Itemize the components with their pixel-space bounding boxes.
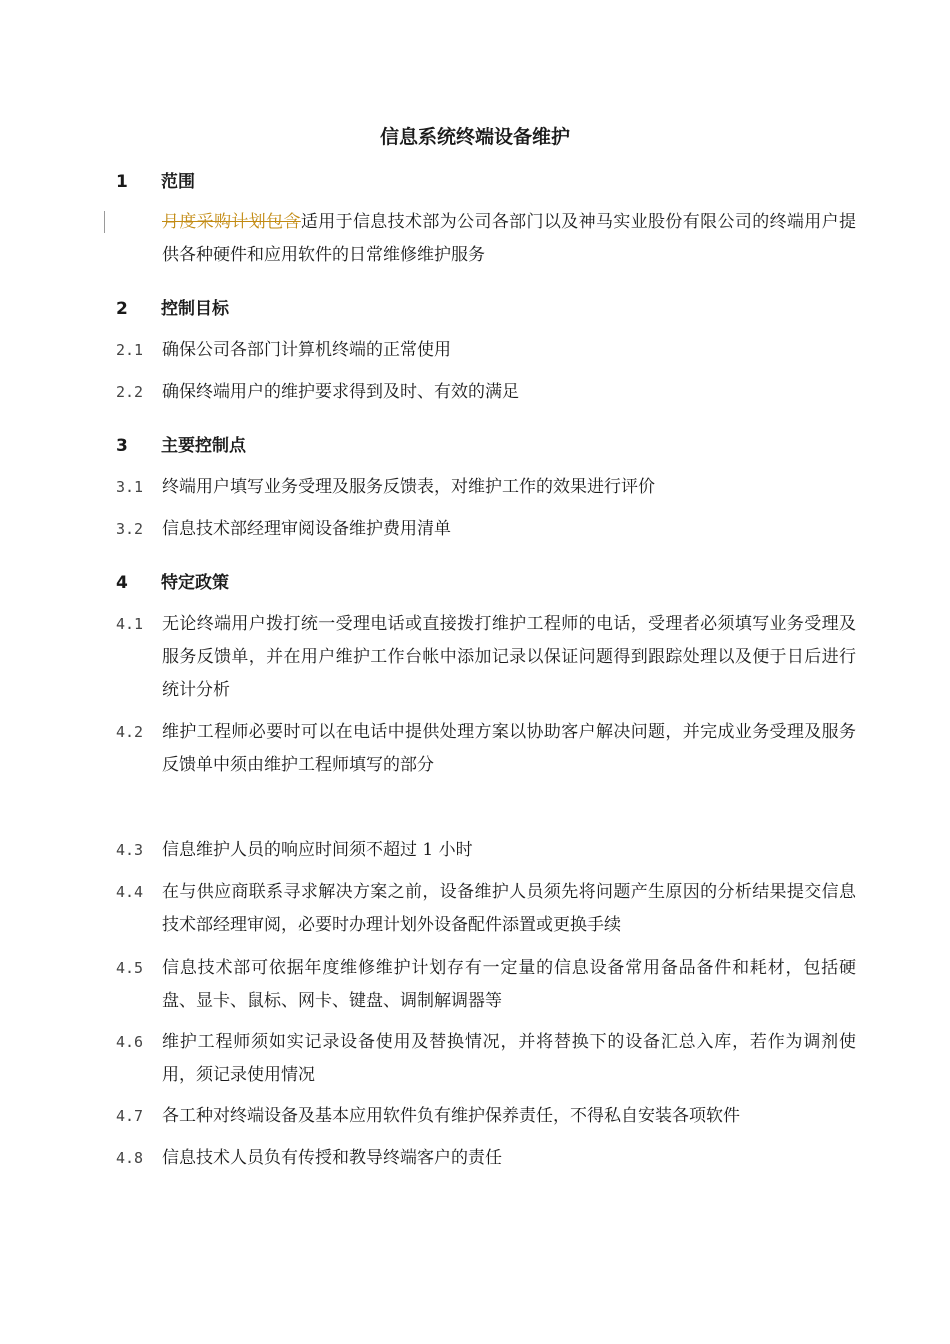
item-number: 3.2 (116, 520, 144, 538)
section-number: 1 (116, 172, 128, 192)
revision-change-bar (104, 211, 105, 233)
list-item (116, 376, 856, 409)
item-number: 4.8 (116, 1149, 144, 1167)
deleted-text: 月度采购计划包含 (162, 212, 301, 232)
item-number: 2.2 (116, 383, 144, 401)
paragraph-text: 适用于信息技术部为公司各部门以及神马实业股份有限公司的终端用户提供各种硬件和应用软件的日常维修维护服务 (162, 212, 857, 265)
section-1-heading (116, 169, 195, 195)
item-number: 4.2 (116, 723, 144, 741)
section-number: 2 (116, 299, 128, 319)
section-4-heading (116, 570, 229, 596)
list-item (116, 1142, 856, 1175)
section-3-heading (116, 433, 246, 459)
item-text: 无论终端用户拨打统一受理电话或直接拨打维护工程师的电话，受理者必须填写业务受理及服务反馈单，并在用户维护工作台帐中添加记录以保证问题得到跟踪处理以及便于日后进行统计分析 (162, 614, 856, 700)
section-title: 范围 (161, 172, 195, 192)
section-number: 3 (116, 436, 128, 456)
item-text: 维护工程师须如实记录设备使用及替换情况，并将替换下的设备汇总入库，若作为调剂使用，须记录使用情况 (162, 1032, 856, 1085)
item-text: 信息技术部经理审阅设备维护费用清单 (162, 519, 451, 539)
list-item (116, 1026, 856, 1092)
item-number: 2.1 (116, 341, 144, 359)
list-item (116, 608, 856, 707)
item-number: 4.5 (116, 959, 144, 977)
item-text: 信息技术部可依据年度维修维护计划存有一定量的信息设备常用备品备件和耗材，包括硬盘、显卡、鼠标、网卡、键盘、调制解调器等 (162, 958, 856, 1011)
section-title: 主要控制点 (161, 436, 246, 456)
list-item (116, 834, 856, 867)
list-item (116, 334, 856, 367)
list-item (116, 513, 856, 546)
section-number: 4 (116, 573, 128, 593)
list-item (116, 952, 856, 1018)
section-title: 特定政策 (161, 573, 229, 593)
item-text: 信息技术人员负有传授和教导终端客户的责任 (162, 1148, 502, 1168)
page-title: 信息系统终端设备维护 (379, 126, 570, 148)
item-number: 4.1 (116, 615, 144, 633)
item-text: 在与供应商联系寻求解决方案之前，设备维护人员须先将问题产生原因的分析结果提交信息技术部经理审阅，必要时办理计划外设备配件添置或更换手续 (162, 882, 856, 935)
section-2-heading (116, 296, 229, 322)
item-text: 各工种对终端设备及基本应用软件负有维护保养责任，不得私自安装各项软件 (162, 1106, 740, 1126)
item-number: 4.7 (116, 1107, 144, 1125)
item-number: 4.3 (116, 841, 144, 859)
item-text: 维护工程师必要时可以在电话中提供处理方案以协助客户解决问题，并完成业务受理及服务反馈单中须由维护工程师填写的部分 (162, 722, 856, 775)
item-number: 3.1 (116, 478, 144, 496)
list-item (116, 716, 856, 782)
item-text: 确保终端用户的维护要求得到及时、有效的满足 (162, 382, 519, 402)
item-number: 4.6 (116, 1033, 144, 1051)
list-item (116, 876, 856, 942)
section-title: 控制目标 (161, 299, 229, 319)
item-text: 确保公司各部门计算机终端的正常使用 (162, 340, 451, 360)
section-1-paragraph (162, 206, 856, 272)
item-number: 4.4 (116, 883, 144, 901)
item-text: 信息维护人员的响应时间须不超过 1 小时 (162, 840, 473, 860)
list-item (116, 1100, 856, 1133)
item-text: 终端用户填写业务受理及服务反馈表，对维护工作的效果进行评价 (162, 477, 655, 497)
list-item (116, 471, 856, 504)
